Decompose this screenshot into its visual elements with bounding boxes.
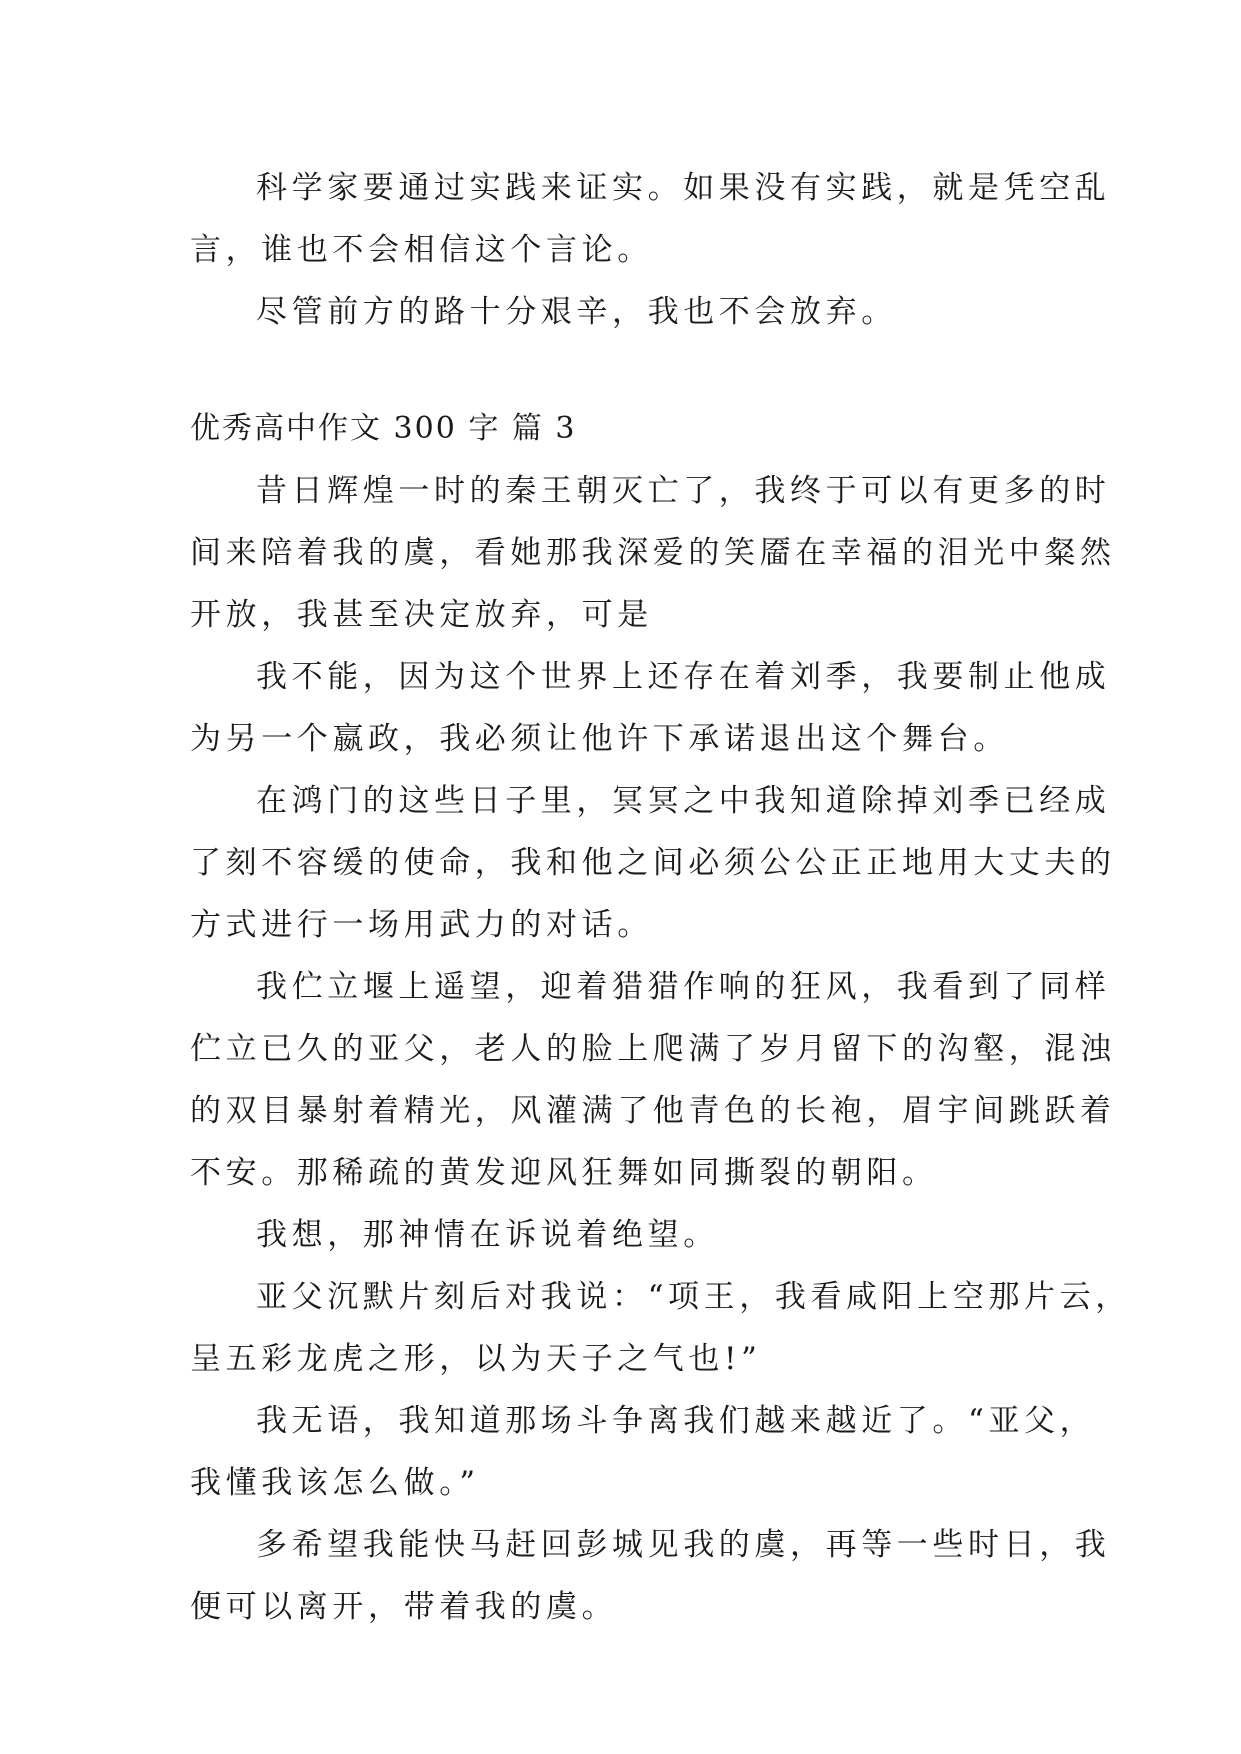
paragraph-line: 在鸿门的这些日子里，冥冥之中我知道除掉刘季已经成 (256, 783, 1111, 819)
paragraph-line: 我懂我该怎么做。” (190, 1465, 480, 1501)
paragraph-line: 昔日辉煌一时的秦王朝灭亡了，我终于可以有更多的时 (256, 473, 1111, 509)
paragraph-line: 呈五彩龙虎之形，以为天子之气也!” (190, 1341, 762, 1377)
paragraph-line: 我想，那神情在诉说着绝望。 (256, 1217, 719, 1253)
paragraph-line: 科学家要通过实践来证实。如果没有实践，就是凭空乱 (256, 170, 1111, 206)
paragraph-line: 我伫立堰上遥望，迎着猎猎作响的狂风，我看到了同样 (256, 969, 1111, 1005)
paragraph-line: 不安。那稀疏的黄发迎风狂舞如同撕裂的朝阳。 (190, 1155, 938, 1191)
paragraph-line: 尽管前方的路十分艰辛，我也不会放弃。 (256, 294, 897, 330)
paragraph-line: 间来陪着我的虞，看她那我深爱的笑靥在幸福的泪光中粲然 (190, 535, 1116, 571)
paragraph-line: 方式进行一场用武力的对话。 (190, 907, 653, 943)
paragraph-line: 为另一个嬴政，我必须让他许下承诺退出这个舞台。 (190, 721, 1009, 757)
paragraph-line: 便可以离开，带着我的虞。 (190, 1589, 618, 1625)
paragraph-line: 的双目暴射着精光，风灌满了他青色的长袍，眉宇间跳跃着 (190, 1093, 1116, 1129)
paragraph-line: 言，谁也不会相信这个言论。 (190, 232, 653, 268)
section-heading: 优秀高中作文 300 字 篇 3 (190, 411, 577, 446)
paragraph-line: 亚父沉默片刻后对我说：“项王，我看咸阳上空那片云， (256, 1279, 1131, 1315)
paragraph-line: 伫立已久的亚父，老人的脸上爬满了岁月留下的沟壑，混浊 (190, 1031, 1116, 1067)
paragraph-line: 我不能，因为这个世界上还存在着刘季，我要制止他成 (256, 659, 1111, 695)
paragraph-line: 我无语，我知道那场斗争离我们越来越近了。“亚父， (256, 1403, 1096, 1439)
paragraph-line: 了刻不容缓的使命，我和他之间必须公公正正地用大丈夫的 (190, 845, 1116, 881)
paragraph-line: 开放，我甚至决定放弃，可是 (190, 597, 653, 633)
paragraph-line: 多希望我能快马赶回彭城见我的虞，再等一些时日，我 (256, 1527, 1111, 1563)
